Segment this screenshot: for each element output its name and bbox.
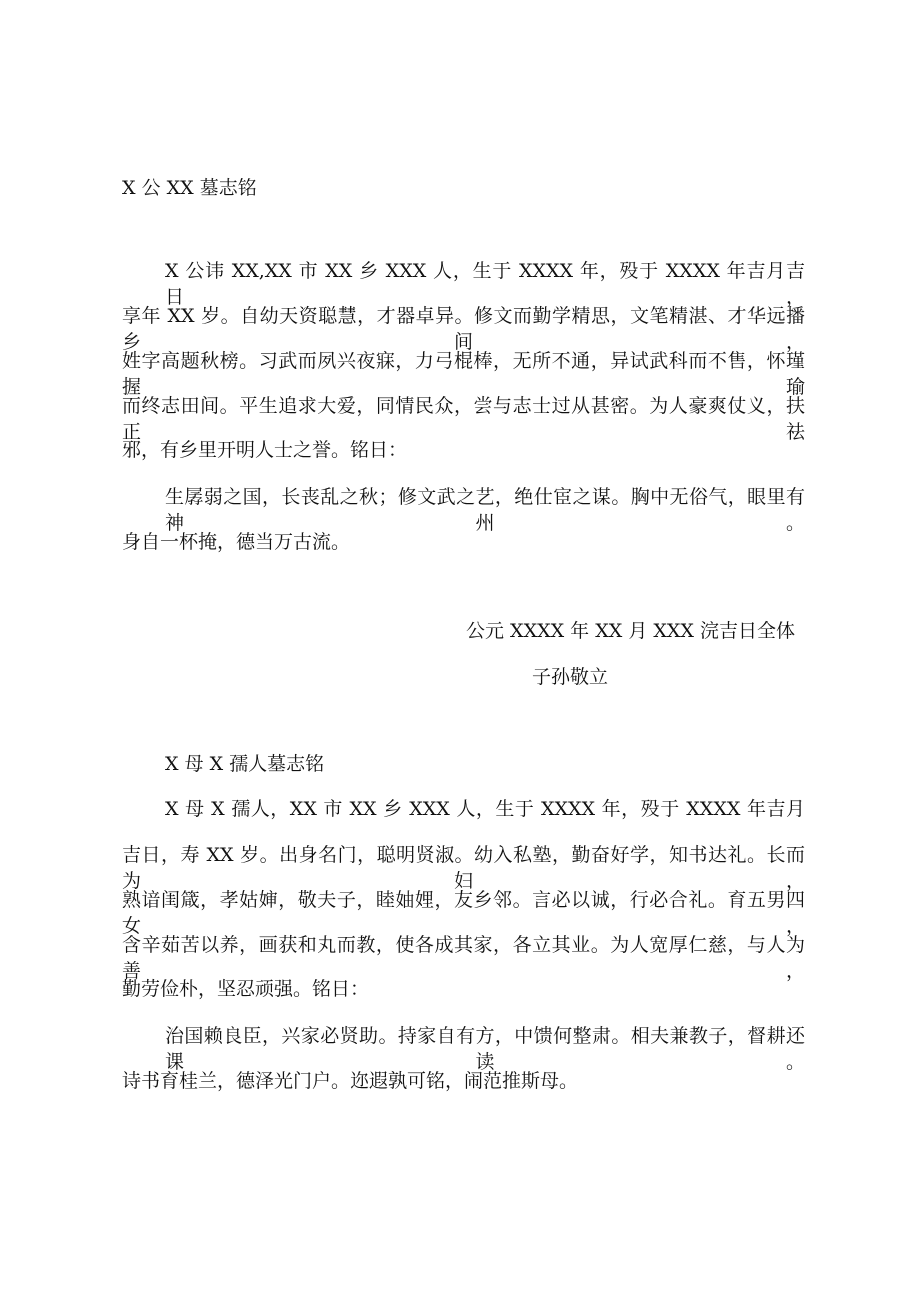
epitaph-1-body-line: 享年 XX 岁。自幼天资聪慧，才器卓异。修文而勤学精思，文笔精湛、才华远播乡间， (122, 305, 805, 353)
epitaph-2-body-line: 勤劳俭朴，坚忍顽强。铭日： (122, 978, 370, 1000)
epitaph-2-title: X 母 X 孺人墓志铭 (165, 753, 325, 775)
epitaph-1-inscription-line: 生孱弱之国，长丧乱之秋；修文武之艺，绝仕宦之谋。胸中无俗气，眼里有神州。 (165, 486, 805, 534)
epitaph-1-body-line: 邪，有乡里开明人士之誉。铭日： (122, 439, 408, 461)
epitaph-2-body-line: 含辛茹苦以养，画获和丸而教，使各成其家，各立其业。为人宽厚仁慈，与人为善， (122, 934, 805, 982)
epitaph-1-body-line: 而终志田间。平生追求大爱，同情民众，尝与志士过从甚密。为人豪爽仗义，扶正祛 (122, 395, 805, 443)
epitaph-2-body-line: X 母 X 孺人，XX 市 XX 乡 XXX 人，生于 XXXX 年，殁于 XXXX 年吉月 (165, 798, 805, 820)
epitaph-1-body-line: 姓字高题秋榜。习武而夙兴夜寐，力弓棍棒，无所不通，异试武科而不售，怀瑾握瑜 (122, 350, 805, 398)
epitaph-1-title: X 公 XX 墓志铭 (122, 177, 257, 199)
epitaph-2-inscription-line: 治国赖良臣，兴家必贤助。持家自有方，中馈何整肃。相夫兼教子，督耕还课读。 (165, 1025, 805, 1073)
epitaph-2-body-line: 吉日，寿 XX 岁。出身名门，聪明贤淑。幼入私塾，勤奋好学，知书达礼。长而为妇， (122, 844, 805, 892)
epitaph-2-body-line: 熟谙闺箴，孝姑婶，敬夫子，睦妯娌，友乡邻。言必以诚，行必合礼。育五男四女， (122, 889, 805, 937)
dedication-signers: 子孙敬立 (532, 666, 609, 688)
epitaph-1-inscription-line: 身自一杯掩，德当万古流。 (122, 531, 351, 553)
epitaph-2-inscription-line: 诗书育桂兰，德泽光门户。迩遐孰可铭，闹范推斯母。 (122, 1070, 579, 1092)
dedication-date: 公元 XXXX 年 XX 月 XXX 浣吉日全体 (466, 620, 795, 642)
epitaph-1-body-line: X 公讳 XX,XX 市 XX 乡 XXX 人，生于 XXXX 年，殁于 XXXX 年吉月吉日， (165, 260, 805, 308)
